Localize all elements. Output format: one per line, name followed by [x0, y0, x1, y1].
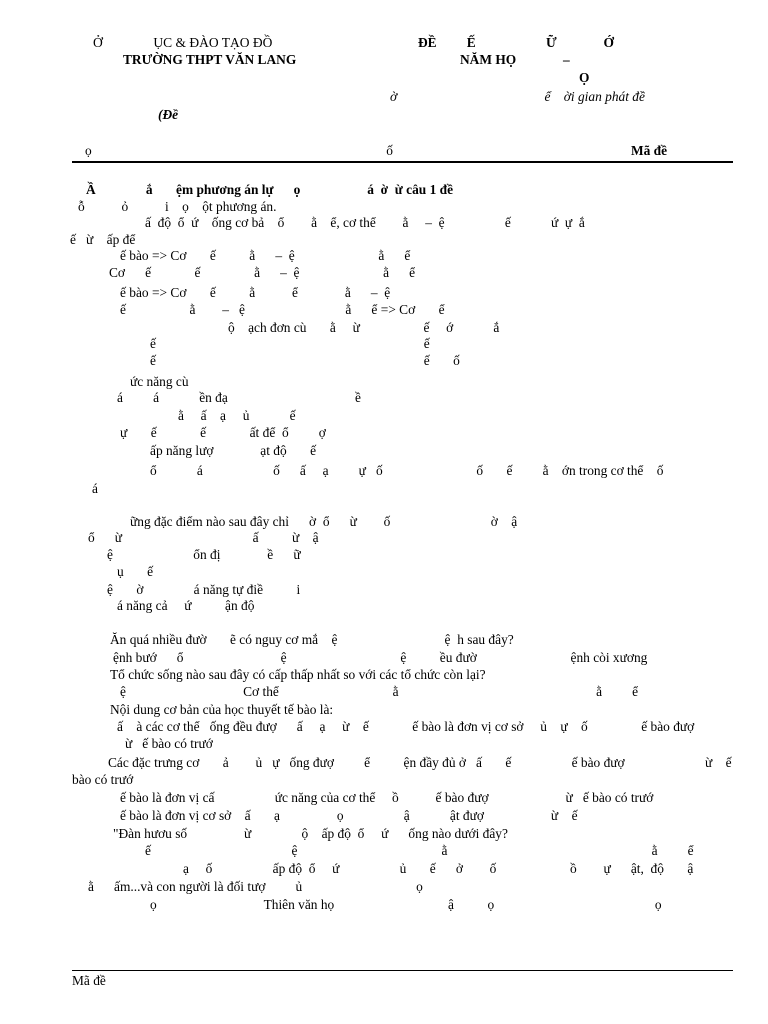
text-line: ự ế ế ất để ổ ợ — [120, 425, 326, 440]
footer-exam-code: Mã đề — [72, 973, 106, 988]
text-line: ệ ổn đị ề ữ — [107, 547, 301, 562]
header-divider — [72, 161, 733, 163]
student-info-line: ọ ố — [85, 143, 393, 158]
text-line: ệ ờ á năng tự điề i — [107, 582, 301, 597]
text-line: ế ệ ằ ằ ể — [145, 843, 694, 858]
text-line: Nội dung cơ bản của học thuyết tế bào là: — [110, 702, 334, 717]
text-line: ổ á ố ấ ạ ự ố ố ế ằ ớn trong cơ thể ố — [150, 463, 664, 478]
text-line: ững đặc điểm nào sau đây chỉ ờ ổ ừ ố ờ ậ — [130, 514, 518, 529]
header-department: Ở ỤC & ĐÀO TẠO ĐỒ — [93, 35, 273, 50]
text-line: ấ à các cơ thể ống đều đượ ấ ạ ừ ế ế bào là đơn vị cơ sở ủ ự ố ế bào đượ — [117, 719, 695, 734]
text-line: ấ độ ổ ứ ống cơ bả ổ ằ ể, cơ thể ằ – ệ ế ứ ự ắ — [145, 215, 585, 230]
text-line: ấp năng lượ ạt độ ế — [150, 443, 317, 458]
text-line: ế ế ố — [150, 353, 460, 368]
text-line: ế bào là đơn vị cơ sở ấ ạ ọ ậ ật đượ ừ ế — [120, 808, 578, 823]
text-line: ạ ố ấp độ ổ ứ ủ ế ở ố ồ ự ật, độ ậ — [183, 861, 694, 876]
text-line: á — [92, 481, 98, 496]
header-school-year: NĂM HỌ – — [460, 52, 570, 67]
text-line: ụ ế — [117, 564, 154, 579]
header-subject: Ọ — [579, 70, 590, 85]
text-line: ệ Cơ thể ằ ằ ể — [120, 684, 639, 699]
text-line: Các đặc trưng cơ ả ủ ự ống đượ ể ện đầy đủ ở ấ ế ế bào đượ ừ ế — [108, 755, 732, 770]
text-line: ằ ấm...và con người là đối tượ ủ ọ — [88, 879, 423, 894]
text-line: Ầ ắ ệm phương án lự ọ á ờ ừ câu 1 đề — [86, 182, 454, 197]
text-line: "Đàn hươu số ừ ộ ấp độ ổ ứ ống nào dưới đây? — [113, 826, 508, 841]
header-note: (Đề — [158, 107, 179, 122]
text-line: ế bào => Cơ ế ằ ể ằ – ệ — [120, 285, 391, 300]
text-line: ức năng cù — [130, 374, 189, 389]
text-line: ế ừ ấp để — [70, 232, 136, 247]
text-line: ệnh bướ ổ ệ ệ ều đườ ệnh còi xương — [113, 650, 648, 665]
exam-code-label: Mã đề — [631, 143, 668, 158]
text-line: ổ ừ ấ ừ ậ — [88, 530, 319, 545]
footer-divider — [72, 970, 733, 971]
text-line: ỗ ỏ i ọ ột phương án. — [78, 199, 277, 214]
text-line: ế ế — [150, 336, 430, 351]
header-school-name: TRƯỜNG THPT VĂN LANG — [123, 52, 297, 67]
text-line: Ăn quá nhiều đườ ẽ có nguy cơ mắ ệ ệ h sau đây? — [110, 632, 514, 647]
text-line: á á ền đạ ề — [117, 390, 361, 405]
text-line: ế bào là đơn vị cấ ức năng của cơ thể ồ ế bào đượ ừ ế bào có trướ — [120, 790, 654, 805]
text-line: Cơ ế ế ằ – ệ ằ ể — [109, 265, 416, 280]
text-line: ọ Thiên văn họ ậ ọ ọ — [150, 897, 662, 912]
text-line: ừ ế bào có trướ — [125, 736, 213, 751]
text-line: ế bào => Cơ ế ằ – ệ ằ ể — [120, 248, 411, 263]
header-exam-title: ĐỀ Ế Ữ Ớ — [418, 35, 614, 50]
text-line: ằ ấ ạ ủ ế — [178, 408, 296, 423]
text-line: ế ằ – ệ ằ ể => Cơ ể — [120, 302, 445, 317]
header-time-note: ờ ể ời gian phát đề — [390, 89, 645, 104]
text-line: bào có trướ — [72, 772, 134, 787]
text-line: Tổ chức sống nào sau đây có cấp thấp nhất so với các tổ chức còn lại? — [110, 667, 486, 682]
text-line: ộ ạch đơn cù ằ ừ ế ớ ắ — [228, 320, 500, 335]
text-line: á năng cả ứ ận độ — [117, 598, 255, 613]
